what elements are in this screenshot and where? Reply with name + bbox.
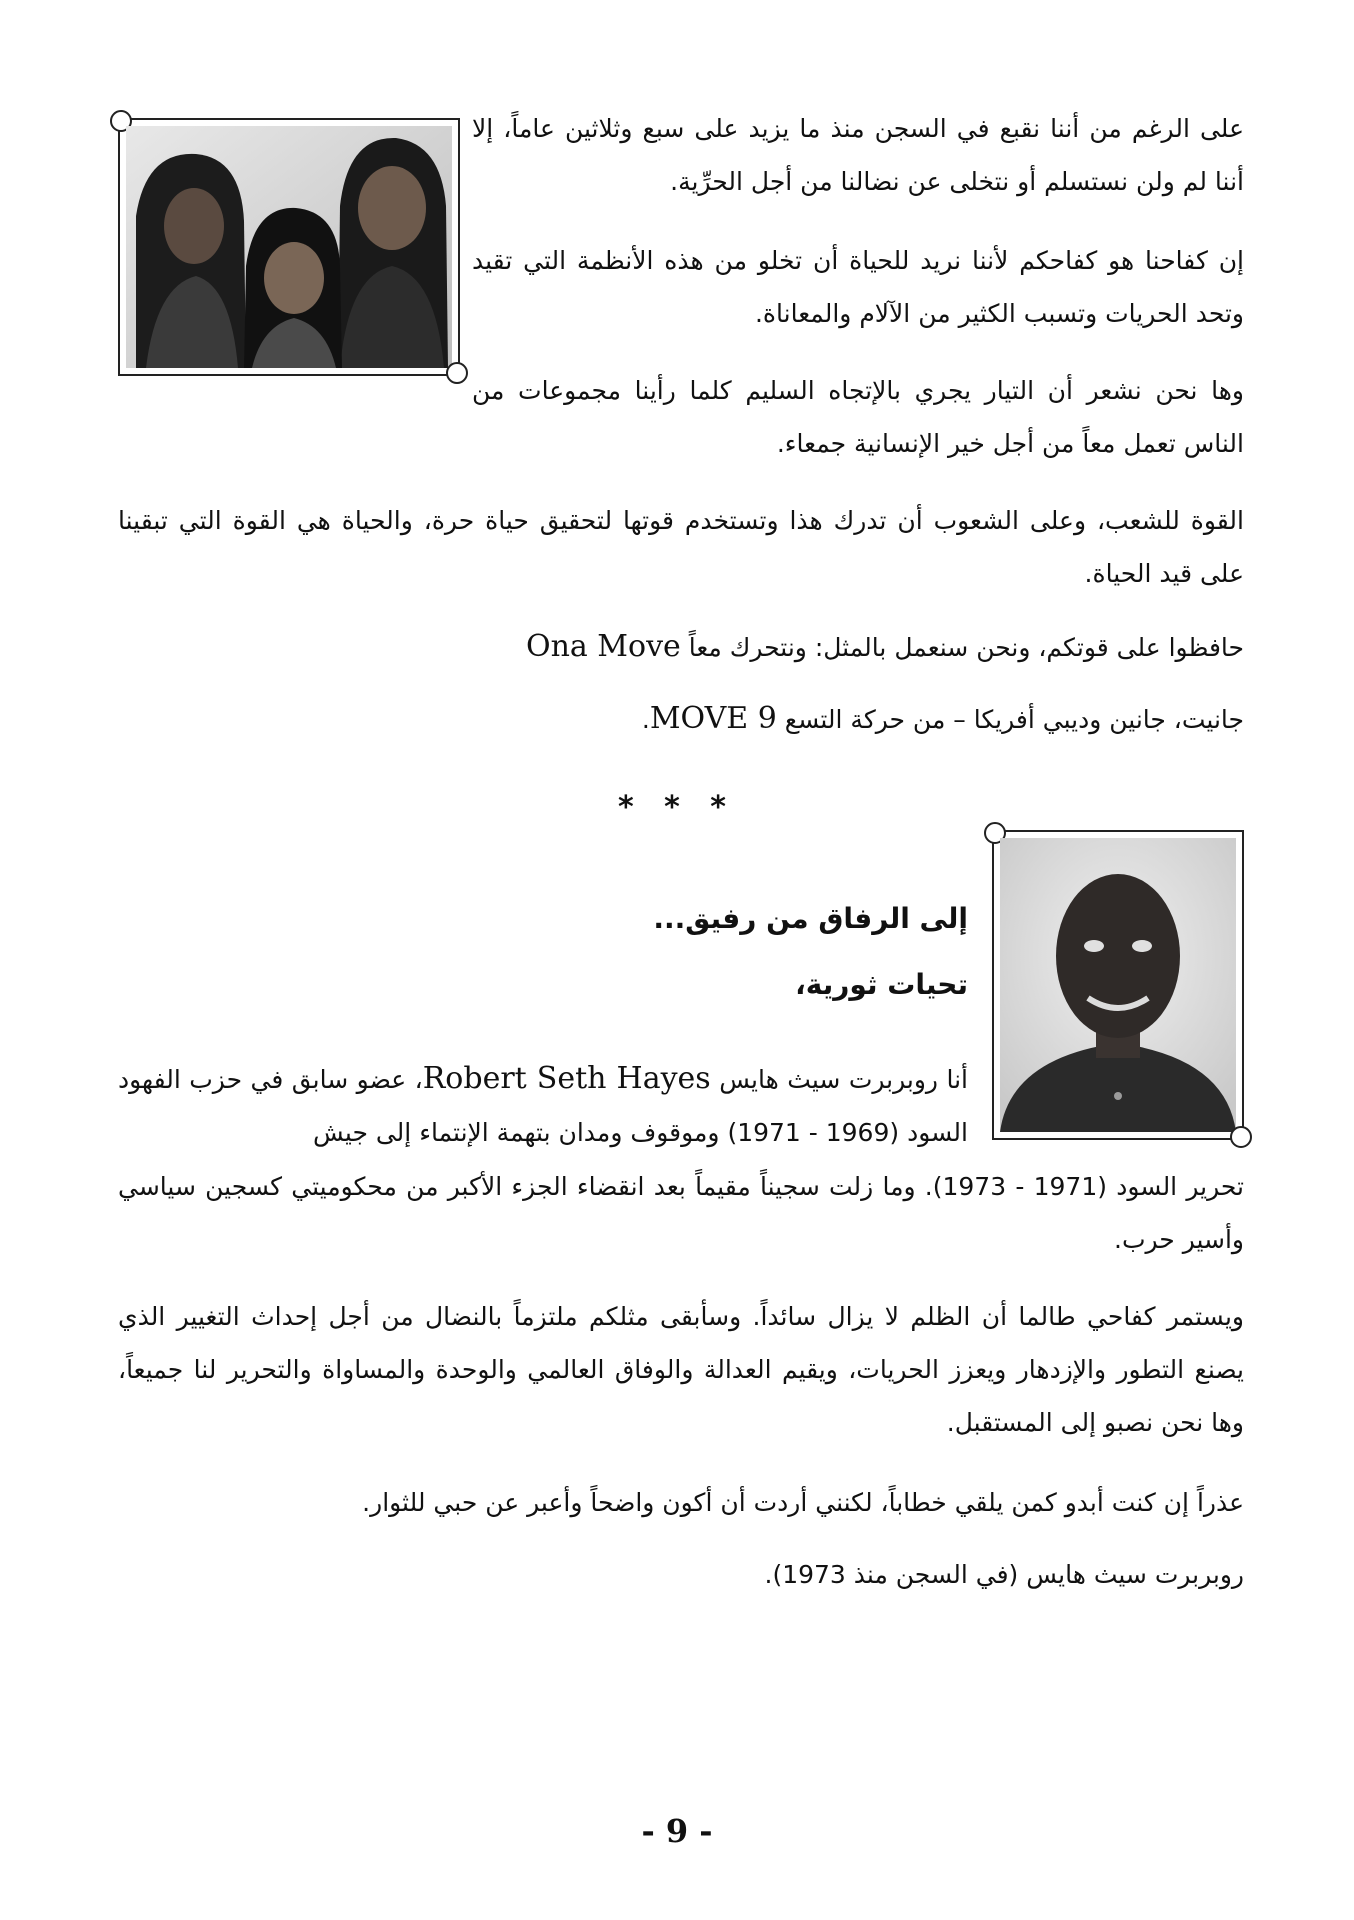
- letter1-paragraph-4: القوة للشعب، وعلى الشعوب أن تدرك هذا وتستخدم قوتها لتحقيق حياة حرة، والحياة هي القوة التي تبقينا على قيد الحياة.: [118, 506, 1244, 588]
- photo-three-women-image: [126, 126, 452, 368]
- letter2-paragraph-1-continued: تحرير السود (1971 - 1973). وما زلت سجيناً مقيماً بعد انقضاء الجزء الأكبر من محكوميتي كسجين سياسي وأسير حرب.: [118, 1172, 1245, 1254]
- letter1-paragraph-1: على الرغم من أننا نقبع في السجن منذ ما يزيد على سبع وثلاثين عاماً، إلا أننا لم ولن نستسلم أو نتخلى عن نضالنا من أجل الحرِّية.: [472, 114, 1244, 196]
- letter2-paragraph-3: عذراً إن كنت أبدو كمن يلقي خطاباً، لكنني أردت أن أكون واضحاً وأعبر عن حبي للثوار.: [362, 1488, 1244, 1517]
- letter2-p1-a: أنا روبربرت سيث هايس: [719, 1065, 969, 1094]
- letter2-p1-b: ، عضو سابق في حزب الفهود السود (1969 - 1971) وموقوف ومدان بتهمة الإنتماء إلى جيش: [118, 1065, 968, 1147]
- letter1-signature-end: .: [641, 705, 650, 734]
- letter2-paragraph-1-intro: [118, 1052, 968, 1159]
- letter2-p1-latin: Robert Seth Hayes: [422, 1061, 711, 1096]
- letter1-p5-latin: Ona Move: [525, 629, 681, 664]
- three-women-photo-icon: [126, 126, 452, 368]
- photo-three-women: [118, 118, 460, 376]
- letter1-p5-arabic: حافظوا على قوتكم، ونحن سنعمل بالمثل: ونتحرك معاً: [688, 633, 1244, 662]
- letter2-heading-1: إلى الرفاق من رفيق...: [653, 902, 968, 935]
- section-separator: * * *: [618, 790, 736, 825]
- letter1-paragraph-5: [118, 620, 1244, 674]
- photo-robert-seth-hayes-image: [1000, 838, 1236, 1132]
- letter2-heading-2: تحيات ثورية،: [795, 968, 968, 1001]
- page-number: - 9 -: [641, 1812, 713, 1850]
- letter1-signature: [118, 692, 1244, 746]
- letter1-signature-arabic: جانيت، جانين وديبي أفريكا – من حركة التسع: [784, 705, 1244, 734]
- letter2-signature: روبربرت سيث هايس (في السجن منذ 1973).: [764, 1560, 1244, 1589]
- letter1-signature-latin: MOVE 9: [649, 701, 777, 736]
- letter2-paragraph-2: ويستمر كفاحي طالما أن الظلم لا يزال سائداً. وسأبقى مثلكم ملتزماً بالنضال من أجل إحداث التغيير الذي يصنع التطور والإزدهار ويعزز الحريات، ويقيم العدالة والوفاق العالمي والوحدة والمساواة والتحرير لنا جميعاً، وها نحن نصبو إلى المستقبل.: [118, 1302, 1244, 1437]
- man-portrait-photo-icon: [1000, 838, 1236, 1132]
- letter1-paragraph-3: وها نحن نشعر أن التيار يجري بالإتجاه السليم كلما رأينا مجموعات من الناس تعمل معاً من أجل خير الإنسانية جمعاء.: [472, 376, 1244, 458]
- letter1-paragraph-2: إن كفاحنا هو كفاحكم لأننا نريد للحياة أن تخلو من هذه الأنظمة التي تقيد وتحد الحريات وتسبب الكثير من الآلام والمعاناة.: [472, 246, 1244, 328]
- photo-robert-seth-hayes: [992, 830, 1244, 1140]
